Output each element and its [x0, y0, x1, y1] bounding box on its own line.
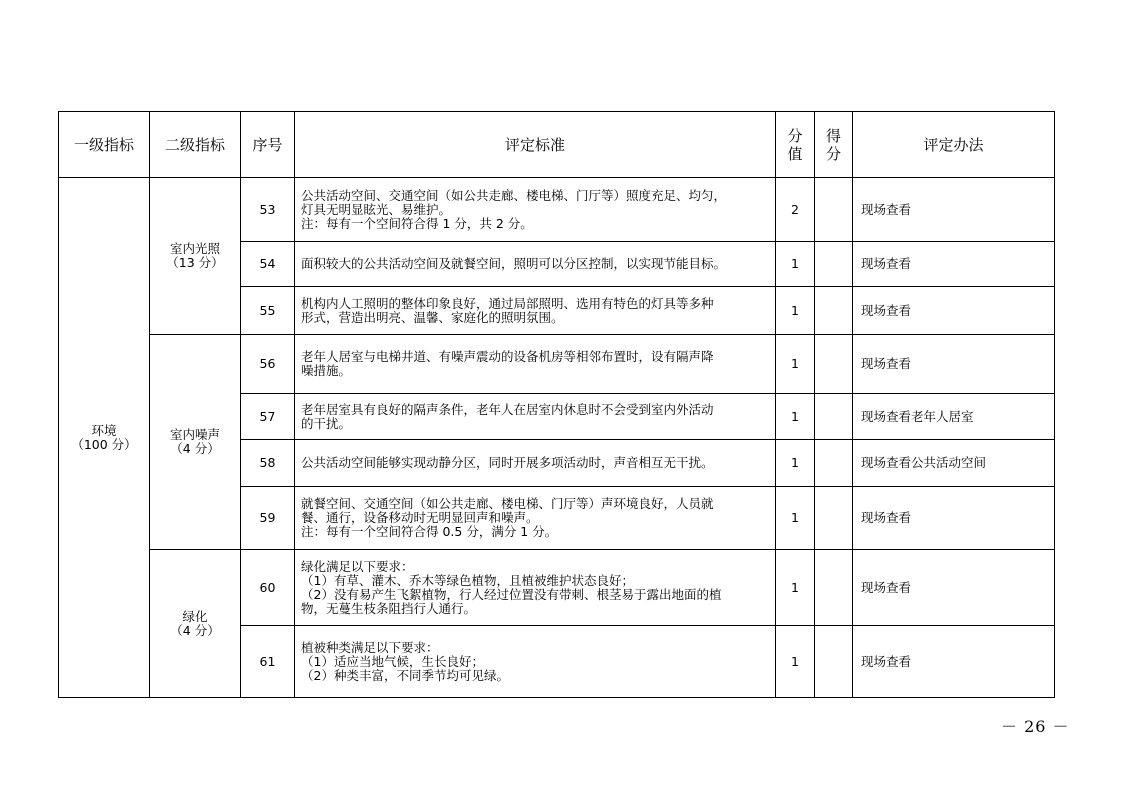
header-score: 分 值	[776, 112, 815, 178]
seq-cell: 55	[241, 287, 295, 335]
method-cell: 现场查看	[853, 335, 1055, 394]
got-cell	[815, 178, 853, 242]
seq-cell: 56	[241, 335, 295, 394]
method-cell: 现场查看	[853, 287, 1055, 335]
method-cell: 现场查看	[853, 626, 1055, 698]
score-cell: 1	[776, 440, 815, 487]
got-cell	[815, 487, 853, 550]
header-got: 得 分	[815, 112, 853, 178]
score-cell: 1	[776, 335, 815, 394]
got-cell	[815, 335, 853, 394]
criteria-cell: 植被种类满足以下要求： （1）适应当地气候，生长良好； （2）种类丰富，不同季节均可见绿。	[295, 626, 776, 698]
seq-cell: 53	[241, 178, 295, 242]
seq-cell: 58	[241, 440, 295, 487]
evaluation-table	[58, 111, 1055, 698]
score-cell: 1	[776, 487, 815, 550]
header-level2: 二级指标	[150, 112, 241, 178]
seq-cell: 59	[241, 487, 295, 550]
method-cell: 现场查看	[853, 242, 1055, 287]
criteria-cell: 就餐空间、交通空间（如公共走廊、楼电梯、门厅等）声环境良好，人员就 餐、通行，设备移动时无明显回声和噪声。 注：每有一个空间符合得 0.5 分，满分 1 分。	[295, 487, 776, 550]
level1-cell: 环境 （100 分）	[59, 178, 150, 698]
criteria-cell: 老年居室具有良好的隔声条件，老年人在居室内休息时不会受到室内外活动 的干扰。	[295, 394, 776, 440]
got-cell	[815, 550, 853, 626]
method-cell: 现场查看老年人居室	[853, 394, 1055, 440]
method-cell: 现场查看公共活动空间	[853, 440, 1055, 487]
seq-cell: 61	[241, 626, 295, 698]
seq-cell: 60	[241, 550, 295, 626]
score-cell: 1	[776, 626, 815, 698]
method-cell: 现场查看	[853, 487, 1055, 550]
criteria-cell: 绿化满足以下要求： （1）有草、灌木、乔木等绿色植物，且植被维护状态良好； （2）没有易产生飞絮植物，行人经过位置没有带刺、根茎易于露出地面的植 物，无蔓生枝条阻挡行人通行。	[295, 550, 776, 626]
method-cell: 现场查看	[853, 550, 1055, 626]
seq-cell: 54	[241, 242, 295, 287]
header-row	[59, 112, 1055, 178]
table-row	[59, 335, 1055, 394]
got-cell	[815, 242, 853, 287]
got-cell	[815, 287, 853, 335]
header-level1: 一级指标	[59, 112, 150, 178]
method-cell: 现场查看	[853, 178, 1055, 242]
header-seq: 序号	[241, 112, 295, 178]
got-cell	[815, 626, 853, 698]
group-greening: 绿化 （4 分）	[150, 550, 241, 698]
criteria-cell: 面积较大的公共活动空间及就餐空间，照明可以分区控制，以实现节能目标。	[295, 242, 776, 287]
criteria-cell: 机构内人工照明的整体印象良好，通过局部照明、选用有特色的灯具等多种 形式，营造出明亮、温馨、家庭化的照明氛围。	[295, 287, 776, 335]
seq-cell: 57	[241, 394, 295, 440]
criteria-cell: 公共活动空间、交通空间（如公共走廊、楼电梯、门厅等）照度充足、均匀， 灯具无明显眩光、易维护。 注：每有一个空间符合得 1 分，共 2 分。	[295, 178, 776, 242]
header-method: 评定办法	[853, 112, 1055, 178]
header-criteria: 评定标准	[295, 112, 776, 178]
score-cell: 1	[776, 550, 815, 626]
score-cell: 1	[776, 394, 815, 440]
criteria-cell: 老年人居室与电梯井道、有噪声震动的设备机房等相邻布置时，设有隔声降 噪措施。	[295, 335, 776, 394]
score-cell: 1	[776, 287, 815, 335]
group-lighting: 室内光照 （13 分）	[150, 178, 241, 335]
page-number: － 26 －	[1001, 717, 1070, 736]
got-cell	[815, 440, 853, 487]
group-noise: 室内噪声 （4 分）	[150, 335, 241, 550]
table-row	[59, 178, 1055, 242]
got-cell	[815, 394, 853, 440]
score-cell: 1	[776, 242, 815, 287]
score-cell: 2	[776, 178, 815, 242]
table-row	[59, 550, 1055, 626]
criteria-cell: 公共活动空间能够实现动静分区，同时开展多项活动时，声音相互无干扰。	[295, 440, 776, 487]
